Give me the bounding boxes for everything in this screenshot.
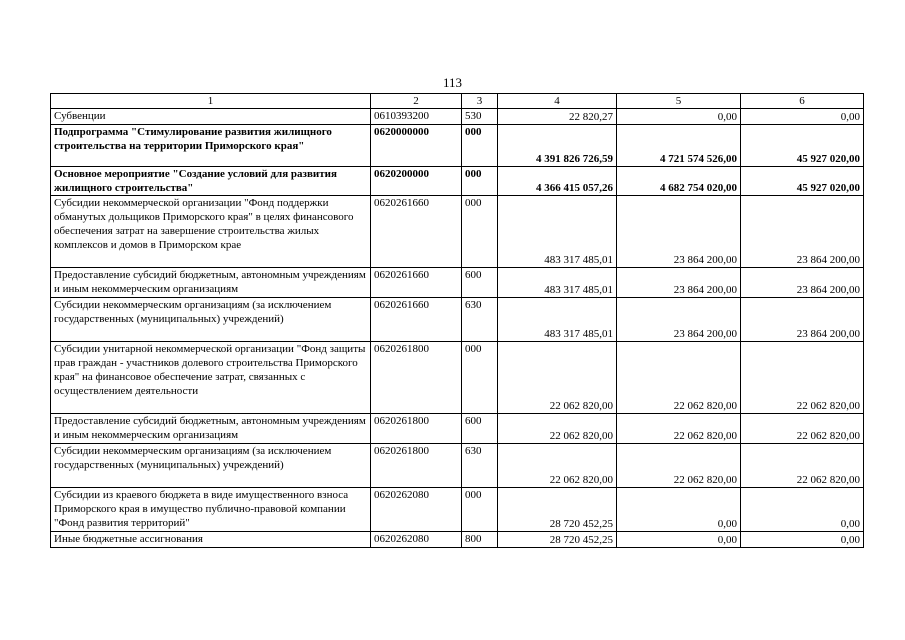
amount-col5-cell: 23 864 200,00 (617, 268, 741, 298)
expense-type-cell: 000 (462, 342, 498, 414)
table-row (51, 342, 864, 414)
table-row (51, 109, 864, 125)
expense-type-cell: 600 (462, 414, 498, 444)
column-header: 5 (617, 94, 741, 109)
target-code-cell: 0620261800 (371, 342, 462, 414)
amount-col5-cell: 23 864 200,00 (617, 196, 741, 268)
row-name-cell: Субсидии из краевого бюджета в виде имущественного взноса Приморского края в имущество публично-правовой компании "Фонд развития территорий" (51, 488, 371, 532)
table-row (51, 444, 864, 488)
amount-col5-cell: 0,00 (617, 532, 741, 548)
row-name-cell: Субсидии некоммерческим организациям (за исключением государственных (муниципальных) учреждений) (51, 444, 371, 488)
expense-type-cell: 630 (462, 444, 498, 488)
table-row (51, 196, 864, 268)
amount-col5-cell: 0,00 (617, 109, 741, 125)
target-code-cell: 0620000000 (371, 125, 462, 167)
amount-col5-cell: 23 864 200,00 (617, 298, 741, 342)
amount-col6-cell: 45 927 020,00 (741, 125, 864, 167)
amount-col6-cell: 22 062 820,00 (741, 342, 864, 414)
amount-col6-cell: 23 864 200,00 (741, 298, 864, 342)
column-header: 6 (741, 94, 864, 109)
amount-col6-cell: 0,00 (741, 488, 864, 532)
expense-type-cell: 000 (462, 167, 498, 196)
target-code-cell: 0620261660 (371, 268, 462, 298)
column-header: 2 (371, 94, 462, 109)
amount-col6-cell: 45 927 020,00 (741, 167, 864, 196)
page-number: 113 (442, 75, 463, 90)
table-row (51, 167, 864, 196)
amount-col5-cell: 4 682 754 020,00 (617, 167, 741, 196)
expense-type-cell: 630 (462, 298, 498, 342)
amount-col5-cell: 22 062 820,00 (617, 414, 741, 444)
row-name-cell: Субсидии некоммерческой организации "Фонд поддержки обманутых дольщиков Приморского края" в целях финансового обеспечения затрат на завершение строительства жилых комплексов и домов в Приморском крае (51, 196, 371, 268)
target-code-cell: 0620261660 (371, 298, 462, 342)
amount-col5-cell: 22 062 820,00 (617, 342, 741, 414)
table-row (51, 414, 864, 444)
amount-col5-cell: 0,00 (617, 488, 741, 532)
table-row (51, 298, 864, 342)
amount-col4-cell: 28 720 452,25 (498, 532, 617, 548)
table-row (51, 268, 864, 298)
expense-type-cell: 800 (462, 532, 498, 548)
row-name-cell: Предоставление субсидий бюджетным, автономным учреждениям и иным некоммерческим организациям (51, 268, 371, 298)
amount-col4-cell: 483 317 485,01 (498, 196, 617, 268)
target-code-cell: 0610393200 (371, 109, 462, 125)
target-code-cell: 0620262080 (371, 488, 462, 532)
amount-col5-cell: 4 721 574 526,00 (617, 125, 741, 167)
expense-type-cell: 000 (462, 196, 498, 268)
amount-col5-cell: 22 062 820,00 (617, 444, 741, 488)
amount-col6-cell: 0,00 (741, 532, 864, 548)
expense-type-cell: 000 (462, 125, 498, 167)
target-code-cell: 0620261800 (371, 444, 462, 488)
expense-type-cell: 600 (462, 268, 498, 298)
amount-col6-cell: 22 062 820,00 (741, 444, 864, 488)
expense-type-cell: 530 (462, 109, 498, 125)
table-row (51, 488, 864, 532)
amount-col4-cell: 483 317 485,01 (498, 268, 617, 298)
table-row (51, 532, 864, 548)
amount-col4-cell: 22 820,27 (498, 109, 617, 125)
amount-col6-cell: 22 062 820,00 (741, 414, 864, 444)
amount-col6-cell: 0,00 (741, 109, 864, 125)
row-name-cell: Основное мероприятие "Создание условий для развития жилищного строительства" (51, 167, 371, 196)
target-code-cell: 0620262080 (371, 532, 462, 548)
amount-col4-cell: 22 062 820,00 (498, 444, 617, 488)
budget-table (50, 93, 864, 548)
row-name-cell: Субсидии некоммерческим организациям (за исключением государственных (муниципальных) учреждений) (51, 298, 371, 342)
row-name-cell: Подпрограмма "Стимулирование развития жилищного строительства на территории Приморского края" (51, 125, 371, 167)
amount-col4-cell: 28 720 452,25 (498, 488, 617, 532)
amount-col4-cell: 22 062 820,00 (498, 342, 617, 414)
amount-col4-cell: 4 391 826 726,59 (498, 125, 617, 167)
target-code-cell: 0620200000 (371, 167, 462, 196)
amount-col6-cell: 23 864 200,00 (741, 196, 864, 268)
column-header: 4 (498, 94, 617, 109)
column-header: 1 (51, 94, 371, 109)
amount-col4-cell: 22 062 820,00 (498, 414, 617, 444)
amount-col4-cell: 4 366 415 057,26 (498, 167, 617, 196)
expense-type-cell: 000 (462, 488, 498, 532)
table-row (51, 125, 864, 167)
row-name-cell: Субсидии унитарной некоммерческой организации "Фонд защиты прав граждан - участников долевого строительства Приморского края" на финансовое обеспечение затрат, связанных с осуществлением деятельности (51, 342, 371, 414)
target-code-cell: 0620261660 (371, 196, 462, 268)
row-name-cell: Иные бюджетные ассигнования (51, 532, 371, 548)
amount-col4-cell: 483 317 485,01 (498, 298, 617, 342)
column-header-row (51, 94, 864, 109)
row-name-cell: Субвенции (51, 109, 371, 125)
column-header: 3 (462, 94, 498, 109)
target-code-cell: 0620261800 (371, 414, 462, 444)
amount-col6-cell: 23 864 200,00 (741, 268, 864, 298)
row-name-cell: Предоставление субсидий бюджетным, автономным учреждениям и иным некоммерческим организациям (51, 414, 371, 444)
